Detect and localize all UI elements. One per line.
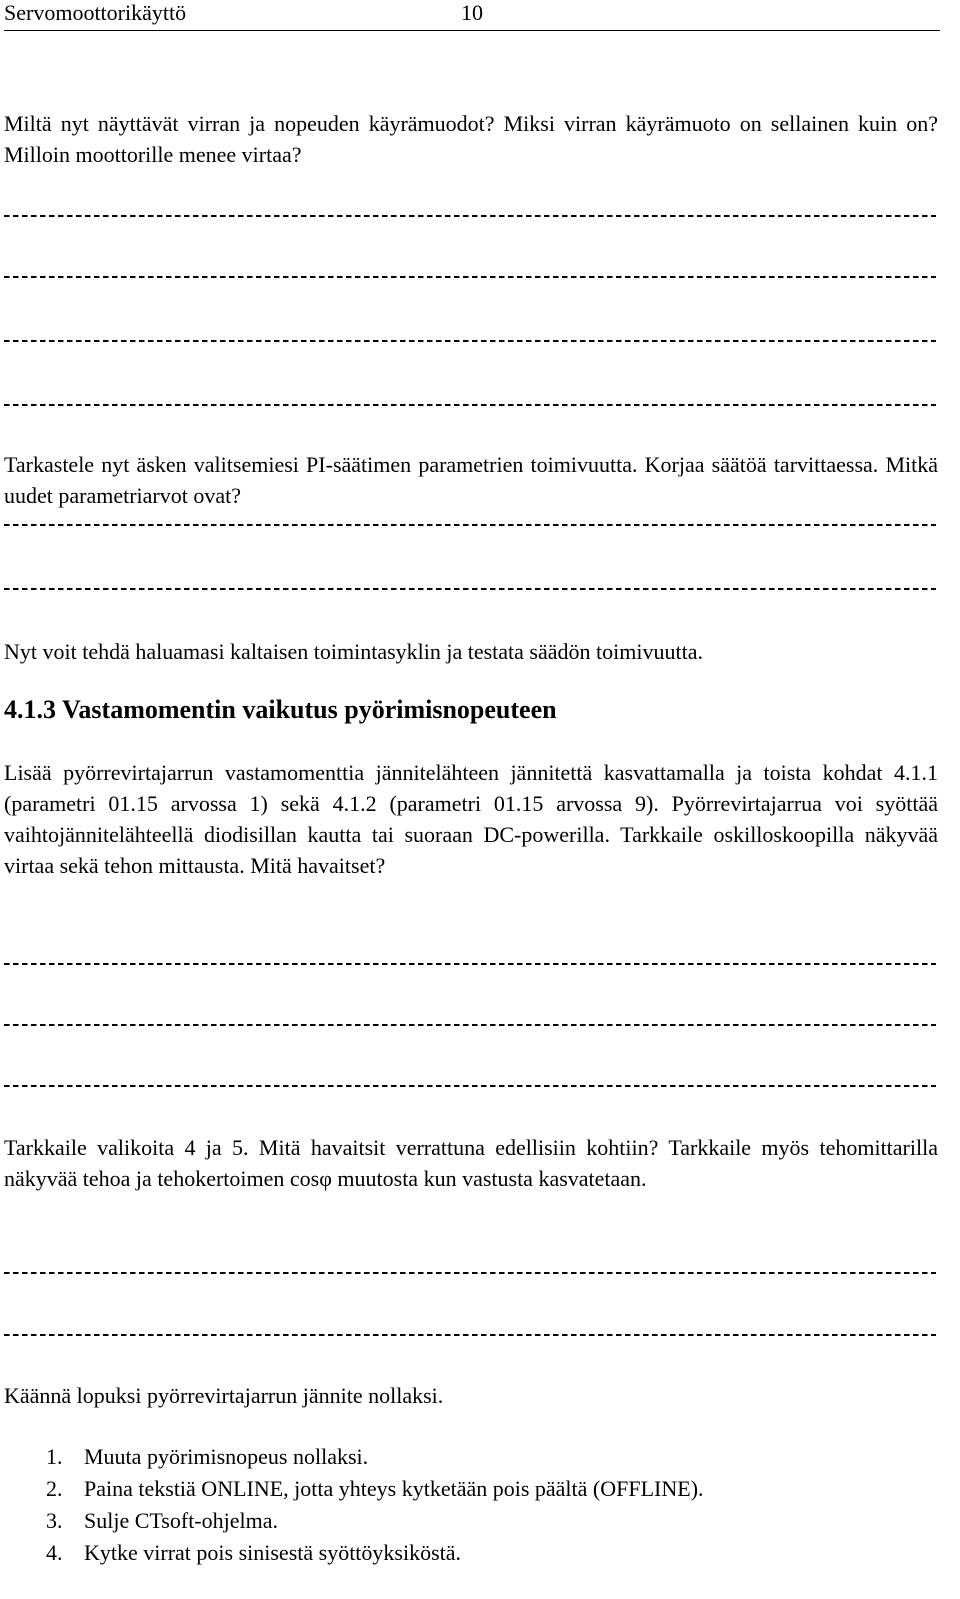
step-text: Muuta pyörimisnopeus nollaksi. [84, 1444, 369, 1469]
answer-line-3 [4, 339, 936, 343]
step-text: Kytke virrat pois sinisestä syöttöyksiköstä. [84, 1540, 462, 1565]
answer-line-8 [4, 1023, 936, 1027]
step-number: 4. [46, 1540, 63, 1565]
answer-line-2 [4, 275, 936, 279]
page-number: 10 [461, 0, 483, 25]
list-item [4, 1537, 704, 1569]
answer-line-5 [4, 523, 936, 527]
page-header [4, 0, 940, 31]
step-number: 2. [46, 1476, 63, 1501]
answer-line-9 [4, 1084, 936, 1088]
answer-line-7 [4, 962, 936, 966]
question-paragraph-1: Miltä nyt näyttävät virran ja nopeuden käyrämuodot? Miksi virran käyrämuoto on sellainen kuin on? Milloin moottorille menee virtaa? [4, 111, 938, 167]
question-paragraph-3: Lisää pyörrevirtajarrun vastamomenttia jännitelähteen jännitettä kasvattamalla ja toista kohdat 4.1.1 (parametri 01.15 arvossa 1) sekä 4.1.2 (parametri 01.15 arvossa 9). Pyörrevirtajarrua voi syöttää vaihtojännitelähteellä diodisillan kautta tai suoraan DC-powerilla. Tarkkaile oskilloskoopilla näkyvää virtaa sekä tehon mittausta. Mitä havaitset? [4, 760, 938, 878]
answer-line-4 [4, 403, 936, 407]
answer-line-1 [4, 214, 936, 218]
answer-line-11 [4, 1333, 936, 1337]
final-instruction: Käännä lopuksi pyörrevirtajarrun jännite nollaksi. [4, 1383, 444, 1408]
question-paragraph-2: Tarkastele nyt äsken valitsemiesi PI-säätimen parametrien toimivuutta. Korjaa säätöä tarvittaessa. Mitkä uudet parametriarvot ovat? [4, 452, 938, 508]
list-item [4, 1505, 704, 1537]
list-item [4, 1441, 704, 1473]
question-paragraph-4: Tarkkaile valikoita 4 ja 5. Mitä havaitsit verrattuna edellisiin kohtiin? Tarkkaile myös tehomittarilla näkyvää tehoa ja tehokertoimen cosφ muutosta kun vastusta kasvatetaan. [4, 1135, 938, 1191]
answer-line-6 [4, 587, 936, 591]
section-heading: 4.1.3 Vastamomentin vaikutus pyörimisnopeuteen [4, 695, 557, 724]
step-number: 1. [46, 1444, 63, 1469]
answer-line-10 [4, 1271, 936, 1275]
step-text: Paina tekstiä ONLINE, jotta yhteys kytketään pois päältä (OFFLINE). [84, 1476, 704, 1501]
instruction-paragraph: Nyt voit tehdä haluamasi kaltaisen toimintasyklin ja testata säädön toimivuutta. [4, 639, 703, 664]
shutdown-steps-list [4, 1441, 704, 1569]
step-number: 3. [46, 1508, 63, 1533]
document-title: Servomoottorikäyttö [4, 0, 187, 25]
step-text: Sulje CTsoft-ohjelma. [84, 1508, 278, 1533]
list-item [4, 1473, 704, 1505]
